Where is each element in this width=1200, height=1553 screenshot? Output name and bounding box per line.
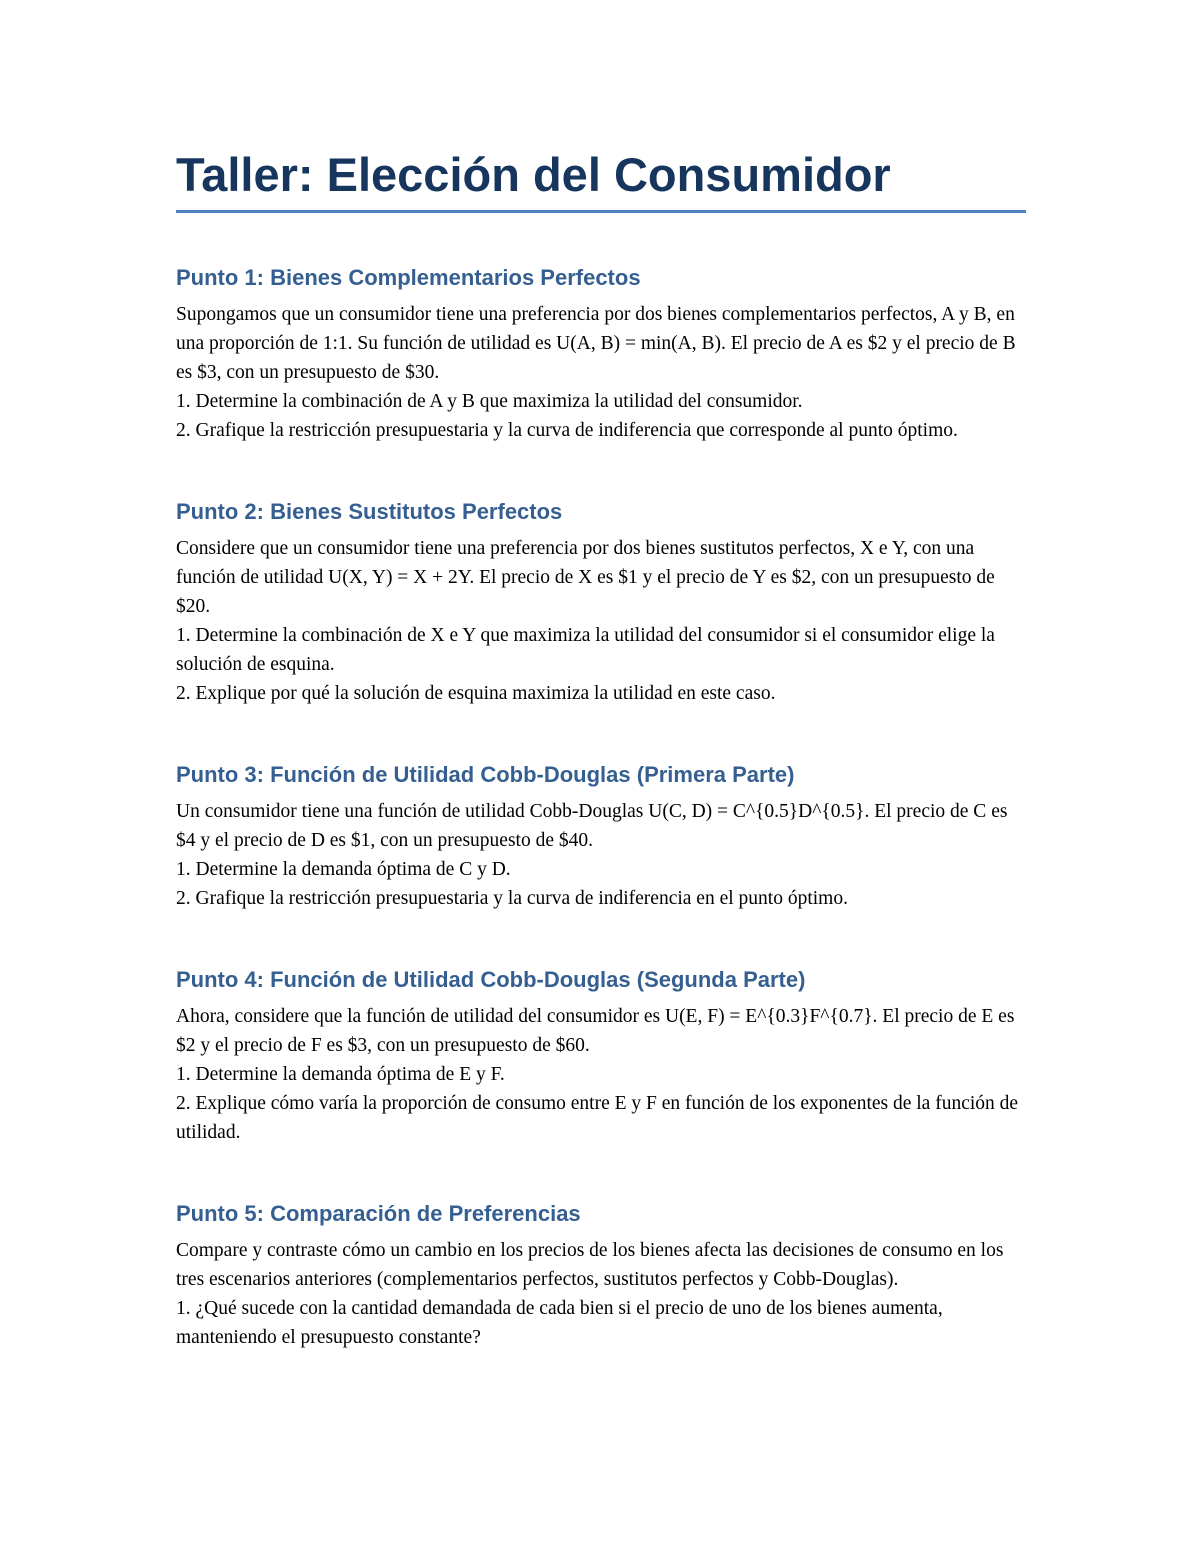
question-item: 1. Determine la demanda óptima de E y F. [176,1064,505,1085]
section-punto-2 [176,497,1026,708]
section-punto-1 [176,263,1026,445]
section-body [176,534,1026,708]
section-paragraph: Compare y contraste cómo un cambio en los precios de los bienes afecta las decisiones de consumo en los tres escenarios anteriores (complementarios perfectos, sustitutos perfectos y Cobb-Douglas). [176,1240,1004,1290]
section-body [176,797,1026,913]
section-paragraph: Ahora, considere que la función de utilidad del consumidor es U(E, F) = E^{0.3}F^{0.7}. El precio de E es $2 y el precio de F es $3, con un presupuesto de $60. [176,1006,1015,1056]
question-item: 1. ¿Qué sucede con la cantidad demandada de cada bien si el precio de uno de los bienes aumenta, manteniendo el presupuesto constante? [176,1298,943,1348]
section-heading: Punto 5: Comparación de Preferencias [176,1201,581,1226]
section-heading: Punto 4: Función de Utilidad Cobb-Douglas (Segunda Parte) [176,967,806,992]
section-punto-4 [176,965,1026,1147]
question-item: 2. Grafique la restricción presupuestaria y la curva de indiferencia que corresponde al punto óptimo. [176,420,958,441]
title-underline [176,210,1026,213]
document-title: Taller: Elección del Consumidor [176,148,891,201]
question-item: 2. Grafique la restricción presupuestaria y la curva de indiferencia en el punto óptimo. [176,888,848,909]
section-paragraph: Supongamos que un consumidor tiene una preferencia por dos bienes complementarios perfectos, A y B, en una proporción de 1:1. Su función de utilidad es U(A, B) = min(A, B). El precio de A es $2 y el precio de B es $3, con un presupuesto de $30. [176,304,1016,383]
question-item: 2. Explique por qué la solución de esquina maximiza la utilidad en este caso. [176,683,776,704]
section-heading: Punto 3: Función de Utilidad Cobb-Douglas (Primera Parte) [176,762,795,787]
question-item: 1. Determine la combinación de A y B que maximiza la utilidad del consumidor. [176,391,803,412]
section-body [176,300,1026,445]
section-heading: Punto 1: Bienes Complementarios Perfectos [176,265,641,290]
question-item: 1. Determine la combinación de X e Y que maximiza la utilidad del consumidor si el consumidor elige la solución de esquina. [176,625,995,675]
question-item: 1. Determine la demanda óptima de C y D. [176,859,511,880]
section-heading: Punto 2: Bienes Sustitutos Perfectos [176,499,563,524]
section-paragraph: Considere que un consumidor tiene una preferencia por dos bienes sustitutos perfectos, X e Y, con una función de utilidad U(X, Y) = X + 2Y. El precio de X es $1 y el precio de Y es $2, con un presupuesto de $20. [176,538,995,617]
question-item: 2. Explique cómo varía la proporción de consumo entre E y F en función de los exponentes de la función de utilidad. [176,1093,1019,1143]
section-paragraph: Un consumidor tiene una función de utilidad Cobb-Douglas U(C, D) = C^{0.5}D^{0.5}. El precio de C es $4 y el precio de D es $1, con un presupuesto de $40. [176,801,1008,851]
section-punto-5 [176,1199,1026,1352]
section-punto-3 [176,760,1026,913]
section-body [176,1236,1026,1352]
document-content [176,140,1026,1352]
section-body [176,1002,1026,1147]
